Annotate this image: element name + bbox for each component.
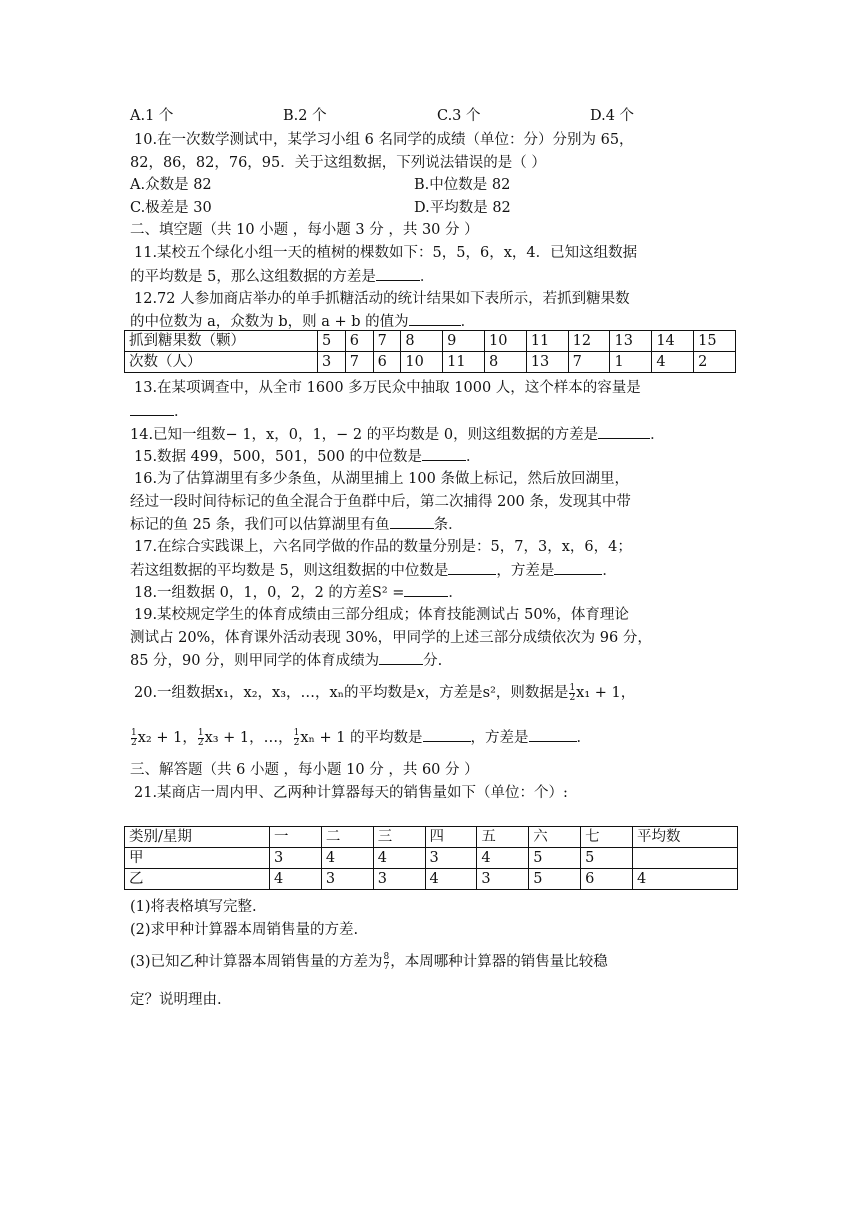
- table-cell: 5: [529, 869, 581, 890]
- section3-title: 三、解答题（共 6 小题 ，每小题 10 分 ，共 60 分 ）: [130, 762, 479, 778]
- q21-part1: (1)将表格填写完整.: [130, 899, 257, 915]
- q21-part3-line1: (3)已知乙种计算器本周销售量的方差为 $\frac{8}{7}$ ，本周哪种计算器的销售量比较稳: [130, 951, 608, 972]
- table-cell: 6: [345, 331, 373, 352]
- candy-table: [124, 330, 736, 373]
- q10-line1: 10.在一次数学测试中，某学习小组 6 名同学的成绩（单位：分）分别为 65，: [134, 132, 634, 148]
- table-cell: 3: [270, 848, 322, 869]
- table-row: [125, 869, 738, 890]
- fraction-eight-sevenths: $\frac{8}{7}$: [383, 951, 390, 972]
- table-cell: 五: [477, 827, 529, 848]
- q19-line2: 测试占 20%，体育课外活动表现 30%，甲同学的上述三部分成绩依次为 96 分，: [130, 630, 652, 646]
- answer-blank: [404, 582, 448, 597]
- q18-line: 18.一组数据 0，1，0，2，2 的方差S² = ．: [134, 582, 463, 603]
- q16-line2: 经过一段时间待标记的鱼全混合于鱼群中后，第二次捕得 200 条，发现其中带: [130, 494, 631, 510]
- table-cell: 10: [485, 331, 527, 352]
- q9-option-a: A.1 个: [130, 108, 174, 124]
- table-cell: 4: [652, 352, 694, 373]
- answer-blank: [448, 560, 496, 575]
- table-cell: 七: [581, 827, 633, 848]
- answer-blank: [379, 650, 423, 665]
- q9-option-d: D.4 个: [590, 108, 635, 124]
- table-cell: 乙: [125, 869, 270, 890]
- fraction-half: $\frac{1}{2}$: [131, 727, 137, 748]
- table-cell: 3: [425, 848, 477, 869]
- q19-line3: 85 分，90 分，则甲同学的体育成绩为 分.: [130, 650, 442, 671]
- table-cell: 次数（人）: [125, 352, 318, 373]
- answer-blank: [529, 727, 577, 742]
- table-cell: 4: [321, 848, 373, 869]
- table-cell: 类别/星期: [125, 827, 270, 848]
- q16-line1: 16.为了估算湖里有多少条鱼，从湖里捕上 100 条做上标记，然后放回湖里，: [134, 471, 629, 487]
- table-cell: 三: [373, 827, 425, 848]
- table-cell: 3: [373, 869, 425, 890]
- q12-line1: 12.72 人参加商店举办的单手抓糖活动的统计结果如下表所示，若抓到糖果数: [134, 291, 630, 307]
- q14-line: 14.已知一组数− 1，x，0，1，− 2 的平均数是 0，则这组数据的方差是 ．: [130, 424, 665, 445]
- table-cell: 抓到糖果数（颗）: [125, 331, 318, 352]
- q16-line3: 标记的鱼 25 条，我们可以估算湖里有鱼 条．: [130, 514, 463, 535]
- fraction-half: $\frac{1}{2}$: [197, 727, 204, 748]
- table-cell: 13: [526, 352, 568, 373]
- table-cell: 3: [321, 869, 373, 890]
- table-cell: 15: [694, 331, 736, 352]
- answer-blank: [422, 446, 466, 461]
- q10-line2: 82，86，82，76，95．关于这组数据，下列说法错误的是（ ）: [130, 155, 546, 171]
- table-cell: 13: [610, 331, 652, 352]
- table-cell: 3: [477, 869, 529, 890]
- q10-option-d: D.平均数是 82: [414, 200, 511, 216]
- q13-line2: ．: [130, 401, 189, 422]
- table-cell: 4: [425, 869, 477, 890]
- table-cell: 10: [401, 352, 443, 373]
- fraction-half: $\frac{1}{2}$: [293, 727, 300, 748]
- q15-line: 15.数据 499，500，501，500 的中位数是 ．: [134, 446, 480, 467]
- table-cell: 6: [581, 869, 633, 890]
- q17-line2: 若这组数据的平均数是 5，则这组数据的中位数是 ，方差是 ．: [130, 560, 617, 581]
- q13-line1: 13.在某项调查中，从全市 1600 多万民众中抽取 1000 人，这个样本的容量是: [134, 380, 641, 396]
- table-cell: 4: [633, 869, 738, 890]
- q9-option-c: C.3 个: [437, 108, 481, 124]
- table-cell: 3: [318, 352, 346, 373]
- table-cell: 11: [526, 331, 568, 352]
- q19-line1: 19.某校规定学生的体育成绩由三部分组成；体育技能测试占 50%，体育理论: [134, 607, 629, 623]
- table-cell: 12: [568, 331, 610, 352]
- q21-part3-line2: 定？说明理由.: [130, 992, 222, 1008]
- answer-blank: [423, 727, 471, 742]
- fraction-half: $\frac{1}{2}$: [569, 682, 576, 703]
- table-cell: [633, 848, 738, 869]
- table-cell: 11: [443, 352, 485, 373]
- answer-blank: [390, 514, 434, 529]
- table-cell: 14: [652, 331, 694, 352]
- q11-line1: 11.某校五个绿化小组一天的植树的棵数如下：5，5，6，x，4．已知这组数据: [134, 245, 638, 261]
- table-cell: 7: [373, 331, 401, 352]
- q20-line2: $\frac{1}{2}$ x₂ + 1， $\frac{1}{2}$ x₃ + 1，…， $\frac{1}{2}$ xₙ + 1 的平均数是 ，方差是 ．: [131, 727, 592, 748]
- q10-option-a: A.众数是 82: [130, 177, 212, 193]
- answer-blank: [409, 311, 461, 326]
- table-row: [125, 331, 736, 352]
- answer-blank: [130, 401, 174, 416]
- answer-blank: [554, 560, 602, 575]
- q12-line2: 的中位数为 a，众数为 b，则 a + b 的值为 ．: [130, 311, 475, 332]
- table-cell: 二: [321, 827, 373, 848]
- table-cell: 8: [401, 331, 443, 352]
- q11-line2: 的平均数是 5，那么这组数据的方差是 ．: [130, 266, 434, 287]
- table-row: [125, 352, 736, 373]
- table-cell: 5: [318, 331, 346, 352]
- q21-part2: (2)求甲种计算器本周销售量的方差.: [130, 922, 359, 938]
- q10-option-c: C.极差是 30: [130, 200, 212, 216]
- table-cell: 6: [373, 352, 401, 373]
- table-cell: 7: [345, 352, 373, 373]
- table-cell: 四: [425, 827, 477, 848]
- table-row: [125, 848, 738, 869]
- q10-option-b: B.中位数是 82: [414, 177, 511, 193]
- section2-title: 二、填空题（共 10 小题 ，每小题 3 分 ，共 30 分 ）: [130, 222, 479, 238]
- table-cell: 4: [373, 848, 425, 869]
- table-cell: 1: [610, 352, 652, 373]
- table-cell: 4: [270, 869, 322, 890]
- table-cell: 4: [477, 848, 529, 869]
- answer-blank: [376, 266, 420, 281]
- table-cell: 甲: [125, 848, 270, 869]
- table-row: [125, 827, 738, 848]
- table-cell: 9: [443, 331, 485, 352]
- table-cell: 8: [485, 352, 527, 373]
- table-cell: 7: [568, 352, 610, 373]
- q21-line1: 21.某商店一周内甲、乙两种计算器每天的销售量如下（单位：个）:: [134, 785, 568, 801]
- table-cell: 平均数: [633, 827, 738, 848]
- answer-blank: [598, 424, 650, 439]
- table-cell: 一: [270, 827, 322, 848]
- table-cell: 六: [529, 827, 581, 848]
- table-cell: 2: [694, 352, 736, 373]
- q17-line1: 17.在综合实践课上，六名同学做的作品的数量分别是：5，7，3，x，6，4；: [134, 539, 632, 555]
- q9-option-b: B.2 个: [283, 108, 327, 124]
- q20-line1: 20.一组数据x₁，x₂，x₃，…，xₙ的平均数是x，方差是s²，则数据是 $\frac{1}{2}$ x₁ + 1，: [134, 682, 636, 703]
- table-cell: 5: [581, 848, 633, 869]
- calculator-sales-table: [124, 826, 738, 890]
- table-cell: 5: [529, 848, 581, 869]
